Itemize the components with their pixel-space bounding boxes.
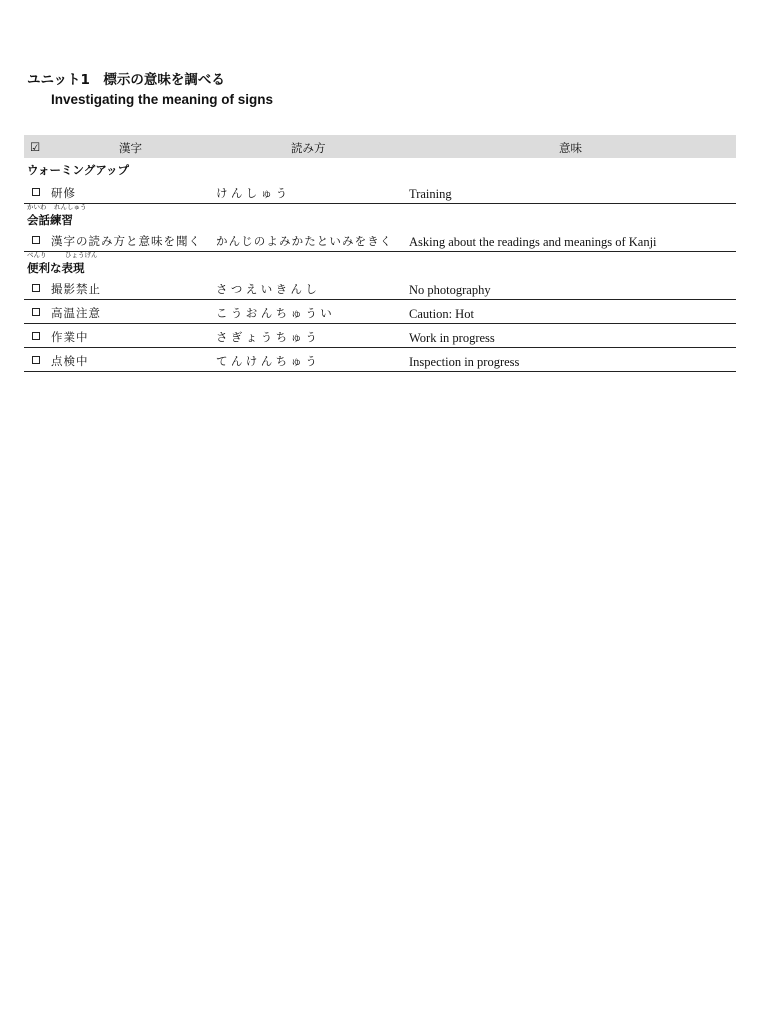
section-title: ウォーミングアップ bbox=[27, 163, 130, 177]
row-kanji: 研修 bbox=[51, 186, 76, 200]
row-reading: てんけんちゅう bbox=[216, 354, 321, 368]
unit-subtitle: Investigating the meaning of signs bbox=[51, 92, 274, 107]
header-reading: 読み方 bbox=[291, 141, 326, 155]
row-checkbox[interactable] bbox=[32, 308, 40, 316]
vocabulary-table bbox=[24, 135, 736, 372]
row-reading: かんじのよみかたといみをきく bbox=[216, 234, 393, 248]
row-kanji: 撮影禁止 bbox=[51, 282, 101, 296]
row-reading: こうおんちゅうい bbox=[216, 306, 336, 320]
row-checkbox[interactable] bbox=[32, 284, 40, 292]
vocab-row bbox=[24, 228, 736, 252]
row-kanji: 作業中 bbox=[51, 330, 89, 344]
row-kanji: 漢字の読み方と意味を聞く bbox=[51, 234, 201, 248]
row-kanji: 点検中 bbox=[51, 354, 89, 368]
furigana: べんり bbox=[27, 251, 47, 259]
furigana: れんしゅう bbox=[54, 203, 87, 211]
section-label-conversation-practice bbox=[24, 204, 736, 228]
furigana: かいわ bbox=[27, 203, 47, 211]
row-meaning: Work in progress bbox=[409, 331, 495, 345]
vocab-row bbox=[24, 180, 736, 204]
header-meaning: 意味 bbox=[559, 141, 582, 155]
section-label-useful-expressions bbox=[24, 252, 736, 276]
header-check-icon: ☑ bbox=[30, 140, 41, 154]
table-header bbox=[24, 135, 736, 158]
row-meaning: Training bbox=[409, 187, 452, 201]
row-checkbox[interactable] bbox=[32, 188, 40, 196]
row-checkbox[interactable] bbox=[32, 356, 40, 364]
vocab-row bbox=[24, 348, 736, 372]
row-meaning: Inspection in progress bbox=[409, 355, 520, 369]
row-meaning: Caution: Hot bbox=[409, 307, 474, 321]
vocab-row bbox=[24, 324, 736, 348]
section-title: 会話練習 bbox=[27, 213, 73, 227]
header-kanji: 漢字 bbox=[119, 141, 142, 155]
row-meaning: Asking about the readings and meanings of Kanji bbox=[409, 235, 657, 249]
row-kanji: 高温注意 bbox=[51, 306, 101, 320]
furigana: ひょうげん bbox=[65, 251, 98, 259]
section-title: 便利な表現 bbox=[27, 261, 85, 275]
row-reading: さつえいきんし bbox=[216, 282, 321, 296]
row-checkbox[interactable] bbox=[32, 332, 40, 340]
section-label-warming-up bbox=[24, 158, 736, 180]
unit-title: ユニット1 標示の意味を調べる bbox=[27, 72, 225, 88]
row-reading: けんしゅう bbox=[216, 186, 291, 200]
row-meaning: No photography bbox=[409, 283, 491, 297]
row-checkbox[interactable] bbox=[32, 236, 40, 244]
row-reading: さぎょうちゅう bbox=[216, 330, 321, 344]
vocab-row bbox=[24, 300, 736, 324]
vocab-row bbox=[24, 276, 736, 300]
